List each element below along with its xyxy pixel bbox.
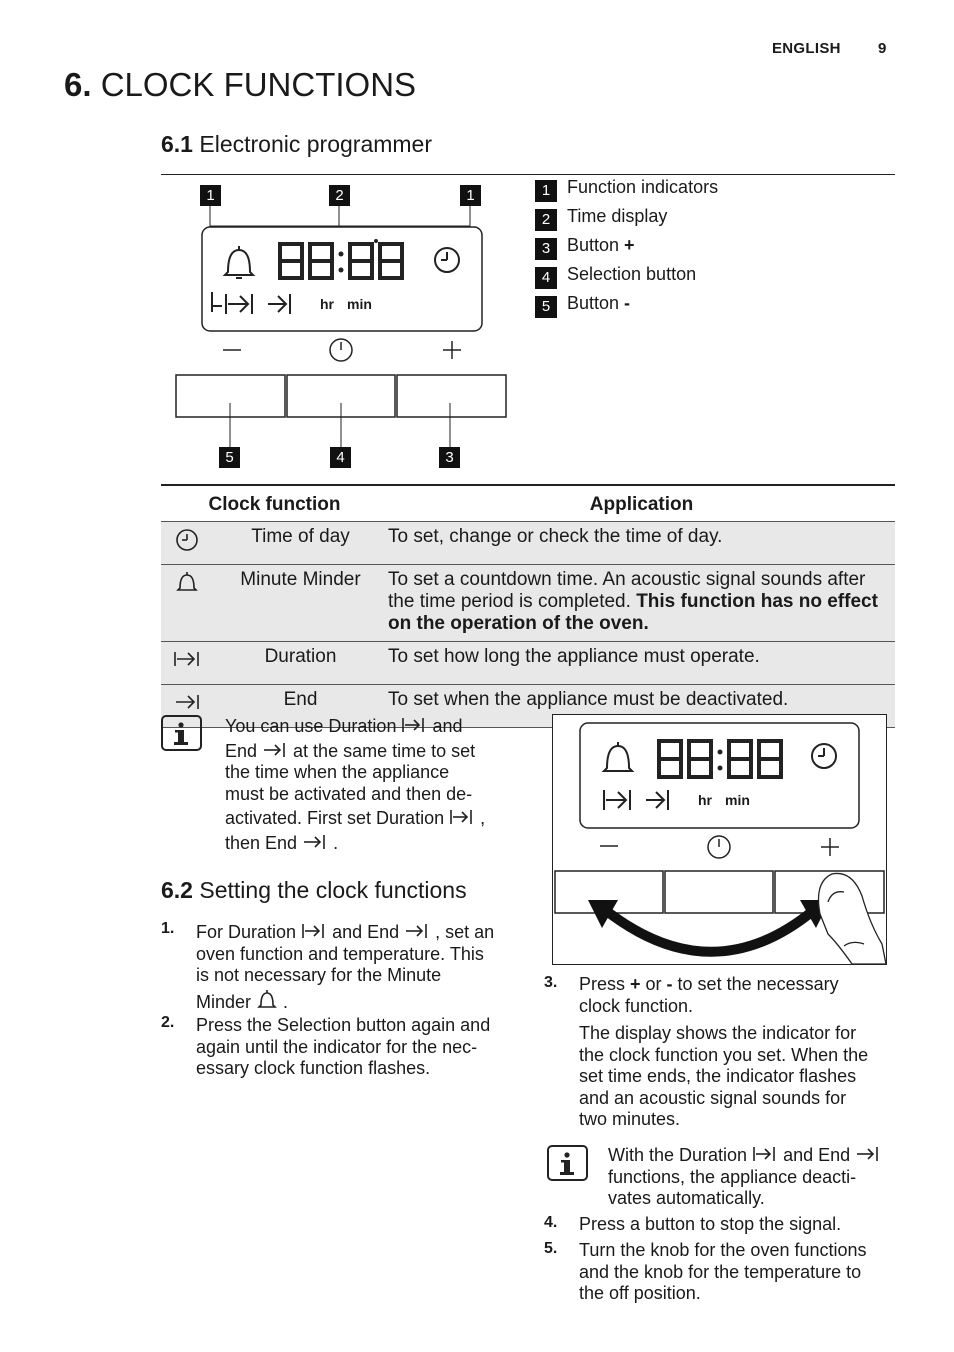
- end-icon: [172, 689, 202, 715]
- callout-bottom-center: 4: [330, 447, 351, 468]
- function-application: To set a countdown time. An acoustic signal sounds after the time period is completed. This function has no effect on the operation of the oven.: [388, 565, 895, 642]
- min-label: min: [347, 296, 372, 312]
- chapter-title: [64, 66, 416, 104]
- info-icon: [161, 715, 202, 751]
- step-1-number: 1.: [161, 920, 175, 937]
- legend-item: 2 Time display: [535, 206, 895, 232]
- legend-item: 4 Selection button: [535, 264, 895, 290]
- table-row: [161, 565, 895, 642]
- end-icon: [302, 832, 328, 852]
- programmer-press-diagram: [552, 714, 887, 966]
- step-5-number: 5.: [544, 1240, 558, 1257]
- selection-clock-icon: [330, 339, 352, 361]
- callout-top-left: 1: [200, 185, 221, 206]
- table-row: [161, 642, 895, 685]
- legend-item: 5 Button -: [535, 293, 895, 319]
- clock-icon: [174, 526, 200, 552]
- function-application: To set, change or check the time of day.: [388, 522, 895, 565]
- end-icon: [855, 1144, 881, 1164]
- clock-function-table: [161, 489, 895, 728]
- callout-top-center: 2: [329, 185, 350, 206]
- info-icon: [547, 1145, 588, 1181]
- callout-bottom-right: 3: [439, 447, 460, 468]
- section-2-heading: [161, 877, 467, 904]
- step-3-number: 3.: [544, 974, 558, 991]
- legend-item: 1 Function indicators: [535, 177, 895, 203]
- section-1-number: 6.1: [161, 131, 193, 157]
- selection-button: [665, 871, 773, 913]
- step-2-text: Press the Selection button again and again until the indicator for the nec- essary clock function flashes.: [196, 1015, 491, 1078]
- programmer-press-drawing: [552, 714, 887, 966]
- header-language: ENGLISH: [772, 40, 841, 57]
- programmer-diagram: [170, 180, 520, 480]
- step-4-text: Press a button to stop the signal.: [579, 1214, 842, 1234]
- duration-icon: [172, 646, 202, 672]
- section-1-heading: [161, 131, 432, 158]
- plus-icon: [443, 341, 461, 359]
- table-header-application: Application: [388, 489, 895, 522]
- end-icon: [404, 921, 430, 941]
- note-2: With the Duration and End functions, the appliance deacti- vates automatically.: [608, 1144, 908, 1210]
- bell-icon: [174, 569, 200, 595]
- plus-button: [397, 375, 506, 417]
- note-1: You can use Duration and End at the same time to set the time when the appliance must be activated and then de- activated. First set Duration , then End .: [225, 716, 486, 853]
- step-3-text: Press + or - to set the necessary clock function. The display shows the indicator for the clock function you set. When the set time ends, the indicator flashes and an acoustic signal sounds for two minutes.: [579, 974, 869, 1129]
- step-5-text: Turn the knob for the oven functions and the knob for the temperature to the off position.: [579, 1240, 867, 1303]
- function-name: Minute Minder: [213, 565, 388, 642]
- legend-item: 3 Button +: [535, 235, 895, 261]
- duration-icon: [401, 715, 427, 735]
- callout-bottom-left: 5: [219, 447, 240, 468]
- chapter-title-text: CLOCK FUNCTIONS: [100, 66, 417, 103]
- step-1-text: For Duration and End , set an oven function and temperature. This is not necessary for the Minute Minder .: [196, 922, 495, 1012]
- section-2-number: 6.2: [161, 877, 193, 903]
- bell-icon: [256, 989, 278, 1011]
- duration-icon: [752, 1144, 778, 1164]
- function-application: To set how long the appliance must operate.: [388, 642, 895, 685]
- callout-top-right: 1: [460, 185, 481, 206]
- duration-icon: [449, 807, 475, 827]
- section-1-rule: [161, 174, 895, 175]
- hr-label: hr: [320, 296, 334, 312]
- min-label: min: [725, 792, 750, 808]
- table-header-function: Clock function: [161, 489, 388, 522]
- section-2-title: Setting the clock functions: [199, 877, 467, 903]
- duration-icon: [301, 921, 327, 941]
- step-4-number: 4.: [544, 1214, 558, 1231]
- section-1-title: Electronic programmer: [199, 131, 433, 157]
- function-application: To set when the appliance must be deactivated.: [388, 685, 895, 728]
- end-icon: [262, 740, 288, 760]
- function-name: Duration: [213, 642, 388, 685]
- page-number: 9: [878, 40, 887, 57]
- table-top-rule: [161, 484, 895, 486]
- function-name: End: [213, 685, 388, 728]
- function-name: Time of day: [213, 522, 388, 565]
- chapter-number: 6.: [64, 66, 92, 103]
- programmer-panel-drawing: [170, 180, 520, 480]
- step-2-number: 2.: [161, 1014, 175, 1031]
- table-row: [161, 522, 895, 565]
- hr-label: hr: [698, 792, 712, 808]
